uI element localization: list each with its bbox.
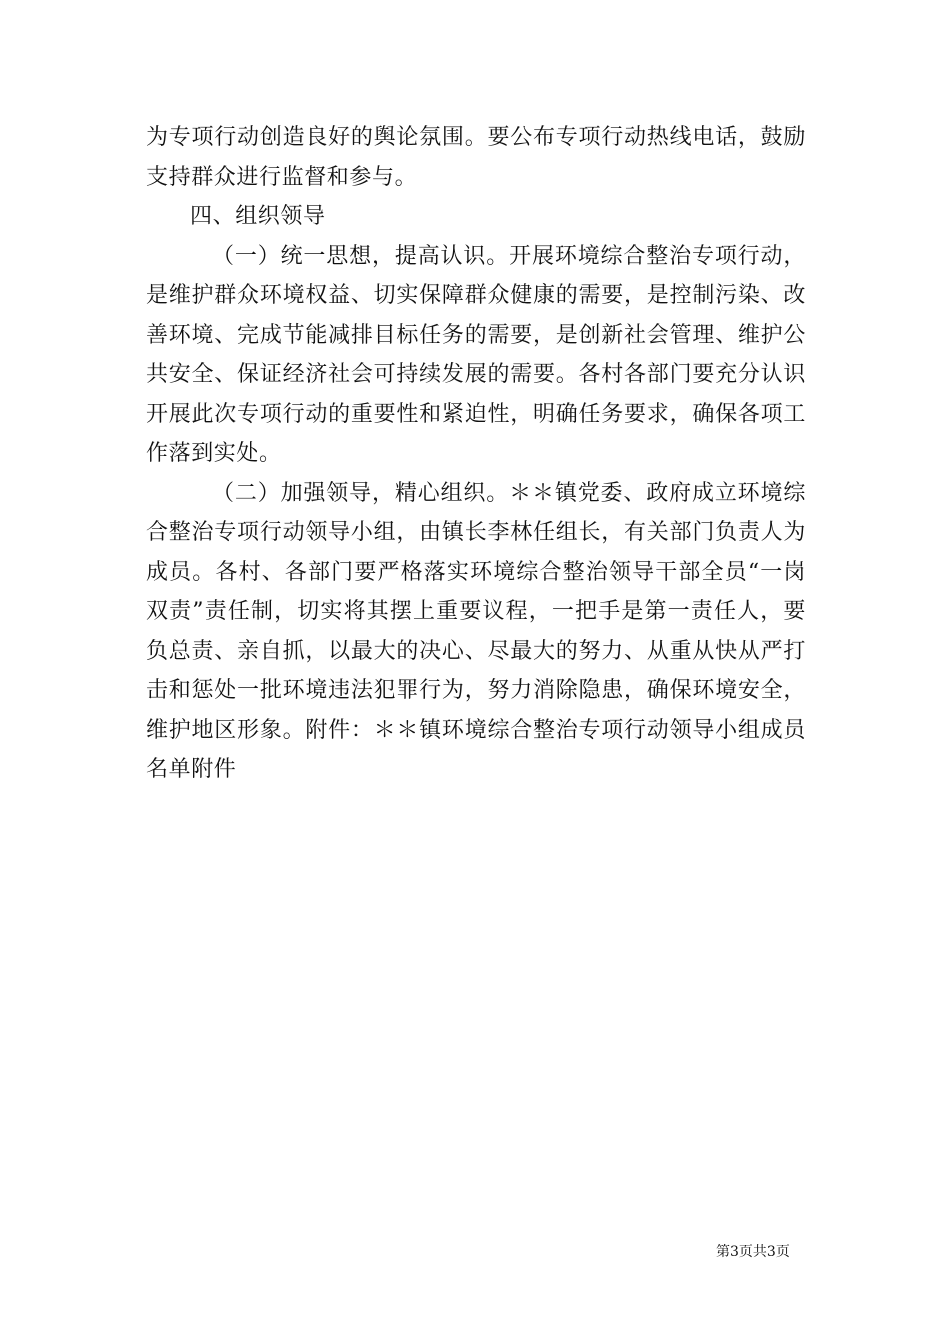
paragraph-unify-thinking: （一）统一思想，提高认识。开展环境综合整治专项行动，是维护群众环境权益、切实保障群众健康的需要，是控制污染、改善环境、完成节能减排目标任务的需要，是创新社会管理、维护公共安全、保证经济社会可持续发展的需要。各村各部门要充分认识开展此次专项行动的重要性和紧迫性，明确任务要求，确保各项工作落到实处。 [146, 243, 806, 466]
page-number-footer: 第3页共3页 [716, 1244, 790, 1260]
paragraph-continuation: 为专项行动创造良好的舆论氛围。要公布专项行动热线电话，鼓励支持群众进行监督和参与。 [146, 125, 806, 190]
section-heading-organization: 四、组织领导 [190, 204, 326, 229]
document-body [146, 118, 806, 790]
paragraph-strengthen-leadership: （二）加强领导，精心组织。＊＊镇党委、政府成立环境综合整治专项行动领导小组，由镇长李林任组长，有关部门负责人为成员。各村、各部门要严格落实环境综合整治领导干部全员“一岗双责”责任制，切实将其摆上重要议程，一把手是第一责任人，要负总责、亲自抓，以最大的决心、尽最大的努力、从重从快从严打击和惩处一批环境违法犯罪行为，努力消除隐患，确保环境安全，维护地区形象。附件：＊＊镇环境综合整治专项行动领导小组成员名单附件 [146, 480, 806, 782]
